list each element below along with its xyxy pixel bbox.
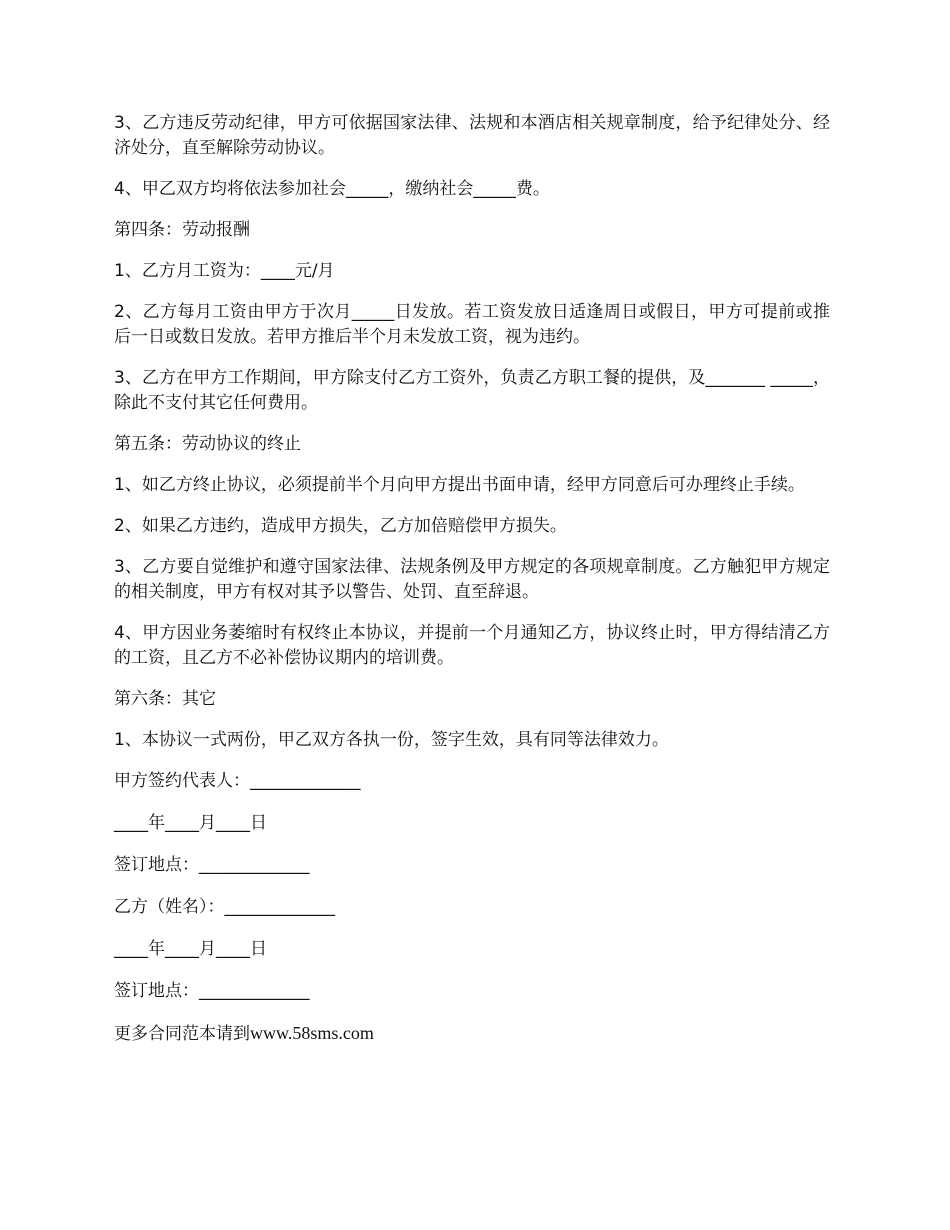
contract-page: [114, 111, 830, 1063]
termination-clause-2: 2、如果乙方违约，造成甲方损失，乙方加倍赔偿甲方损失。: [114, 516, 567, 536]
article-6-heading: 第六条：其它: [114, 689, 216, 709]
article-4-heading: 第四条：劳动报酬: [114, 220, 250, 240]
footer-url-link[interactable]: www.58sms.com: [250, 1023, 374, 1043]
party-a-location-line: 签订地点：_____________: [114, 855, 310, 875]
clause-3-discipline: 3、乙方违反劳动纪律，甲方可依据国家法律、法规和本酒店相关规章制度，给予纪律处分、经济处分，直至解除劳动协议。: [114, 113, 830, 158]
party-b-date-line: ____年____月____日: [114, 939, 267, 959]
footer-prefix: 更多合同范本请到: [114, 1024, 250, 1044]
clause-1-monthly-salary: 1、乙方月工资为：____元/月: [114, 261, 335, 281]
article-5-heading: 第五条：劳动协议的终止: [114, 434, 301, 454]
termination-clause-1: 1、如乙方终止协议，必须提前半个月向甲方提出书面申请，经甲方同意后可办理终止手续。: [114, 475, 805, 495]
party-a-signature-line: 甲方签约代表人：_____________: [114, 771, 361, 791]
termination-clause-4: 4、甲方因业务萎缩时有权终止本协议，并提前一个月通知乙方，协议终止时，甲方得结清乙方的工资，且乙方不必补偿协议期内的培训费。: [114, 623, 830, 668]
party-a-date-line: ____年____月____日: [114, 813, 267, 833]
footer-note: [114, 1021, 830, 1047]
clause-3-benefits: 3、乙方在甲方工作期间，甲方除支付乙方工资外，负责乙方职工餐的提供，及_______ _____，除此不支付其它任何费用。: [114, 368, 830, 413]
party-b-location-line: 签订地点：_____________: [114, 981, 310, 1001]
clause-4-social-insurance: 4、甲乙双方均将依法参加社会_____，缴纳社会_____费。: [114, 179, 550, 199]
party-b-name-line: 乙方（姓名）：_____________: [114, 897, 335, 917]
termination-clause-3: 3、乙方要自觉维护和遵守国家法律、法规条例及甲方规定的各项规章制度。乙方触犯甲方规定的相关制度，甲方有权对其予以警告、处罚、直至辞退。: [114, 557, 830, 602]
other-clause-1: 1、本协议一式两份，甲乙双方各执一份，签字生效，具有同等法律效力。: [114, 730, 669, 750]
clause-2-pay-date: 2、乙方每月工资由甲方于次月_____日发放。若工资发放日适逢周日或假日，甲方可提前或推后一日或数日发放。若甲方推后半个月未发放工资，视为违约。: [114, 302, 830, 347]
